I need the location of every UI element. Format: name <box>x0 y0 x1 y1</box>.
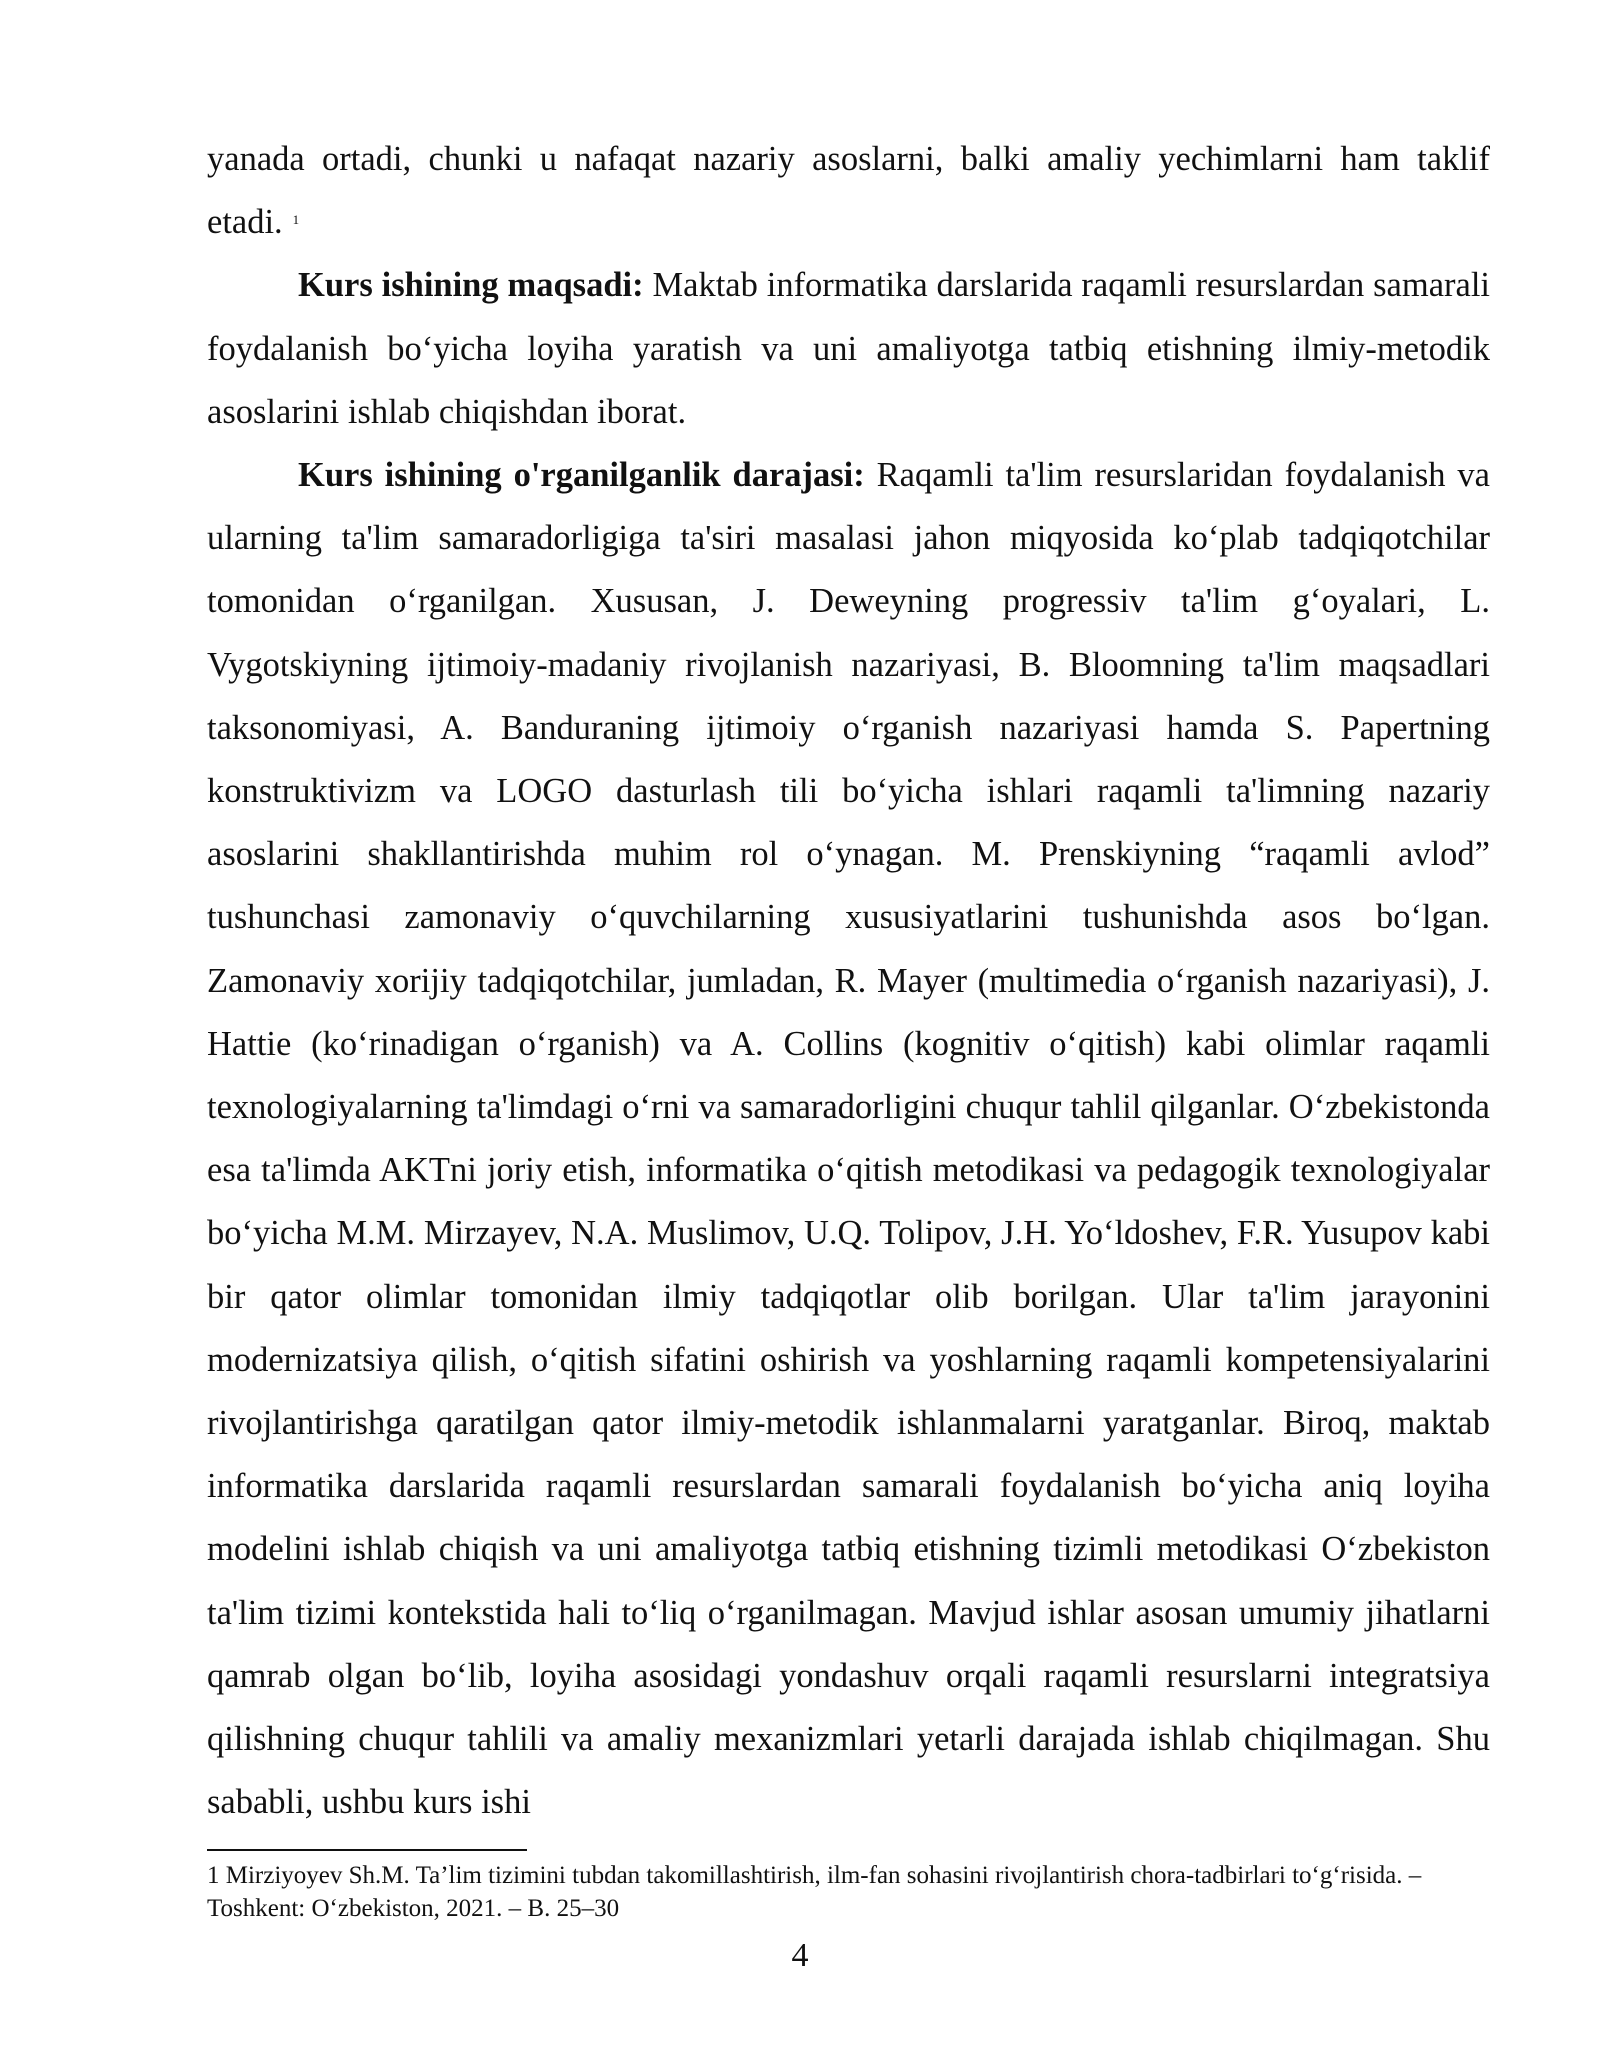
paragraph-goal <box>207 254 1490 444</box>
paragraph-study-level <box>207 444 1490 1834</box>
footnote: 1 Mirziyoyev Sh.M. Ta’lim tizimini tubdan takomillashtirish, ilm-fan sohasini rivojlantirish chora-tadbirlari to‘g‘risida. – Toshkent: O‘zbekiston, 2021. – B. 25–30 <box>207 1862 1422 1922</box>
footnote-separator <box>207 1849 527 1851</box>
footnote-reference: 1 <box>292 212 300 228</box>
page-number: 4 <box>791 1937 809 1974</box>
study-level-text: Raqamli ta'lim resurslaridan foydalanish va ularning ta'lim samaradorligiga ta'siri masalasi jahon miqyosida ko‘plab tadqiqotchilar tomonidan o‘rganilgan. Xususan, J. Deweyning progressiv ta'lim g‘oyalari, L. Vygotskiyning ijtimoiy-madaniy rivojlanish nazariyasi, B. Bloomning ta'lim maqsadlari taksonomiyasi, A. Banduraning ijtimoiy o‘rganish nazariyasi hamda S. Papertning konstruktivizm va LOGO dasturlash tili bo‘yicha ishlari raqamli ta'limning nazariy asoslarini shakllantirishda muhim rol o‘ynagan. M. Prenskiyning “raqamli avlod” tushunchasi zamonaviy o‘quvchilarning xususiyatlarini tushunishda asos bo‘lgan. Zamonaviy xorijiy tadqiqotchilar, jumladan, R. Mayer (multimedia o‘rganish nazariyasi), J. Hattie (ko‘rinadigan o‘rganish) va A. Collins (kognitiv o‘qitish) kabi olimlar raqamli texnologiyalarning ta'limdagi o‘rni va samaradorligini chuqur tahlil qilganlar. O‘zbekistonda esa ta'limda AKTni joriy etish, informatika o‘qitish metodikasi va pedagogik texnologiyalar bo‘yicha M.M. Mirzayev, N.A. Muslimov, U.Q. Tolipov, J.H. Yo‘ldoshev, F.R. Yusupov kabi bir qator olimlar tomonidan ilmiy tadqiqotlar olib borilgan. Ular ta'lim jarayonini modernizatsiya qilish, o‘qitish sifatini oshirish va yoshlarning raqamli kompetensiyalarini rivojlantirishga qaratilgan qator ilmiy-metodik ishlanmalarni yaratganlar. Biroq, maktab informatika darslarida raqamli resurslardan samarali foydalanish bo‘yicha aniq loyiha modelini ishlab chiqish va uni amaliyotga tatbiq etishning tizimli metodikasi O‘zbekiston ta'lim tizimi kontekstida hali to‘liq o‘rganilmagan. Mavjud ishlar asosan umumiy jihatlarni qamrab olgan bo‘lib, loyiha asosidagi yondashuv orqali raqamli resurslarni integratsiya qilishning chuqur tahlili va amaliy mexanizmlari yetarli darajada ishlab chiqilmagan. Shu sababli, ushbu kurs ishi <box>207 456 1490 1822</box>
body-text <box>207 128 1490 1834</box>
paragraph-continuation <box>207 128 1490 254</box>
study-level-heading: Kurs ishining o'rganilganlik darajasi: <box>298 456 865 495</box>
paragraph-continuation-text: yanada ortadi, chunki u nafaqat nazariy asoslarni, balki amaliy yechimlarni ham taklif etadi. <box>207 140 1490 242</box>
goal-text: Maktab informatika darslarida raqamli resurslardan samarali foydalanish bo‘yicha loyiha yaratish va uni amaliyotga tatbiq etishning ilmiy-metodik asoslarini ishlab chiqishdan iborat. <box>207 266 1490 431</box>
goal-heading: Kurs ishining maqsadi: <box>298 266 644 305</box>
